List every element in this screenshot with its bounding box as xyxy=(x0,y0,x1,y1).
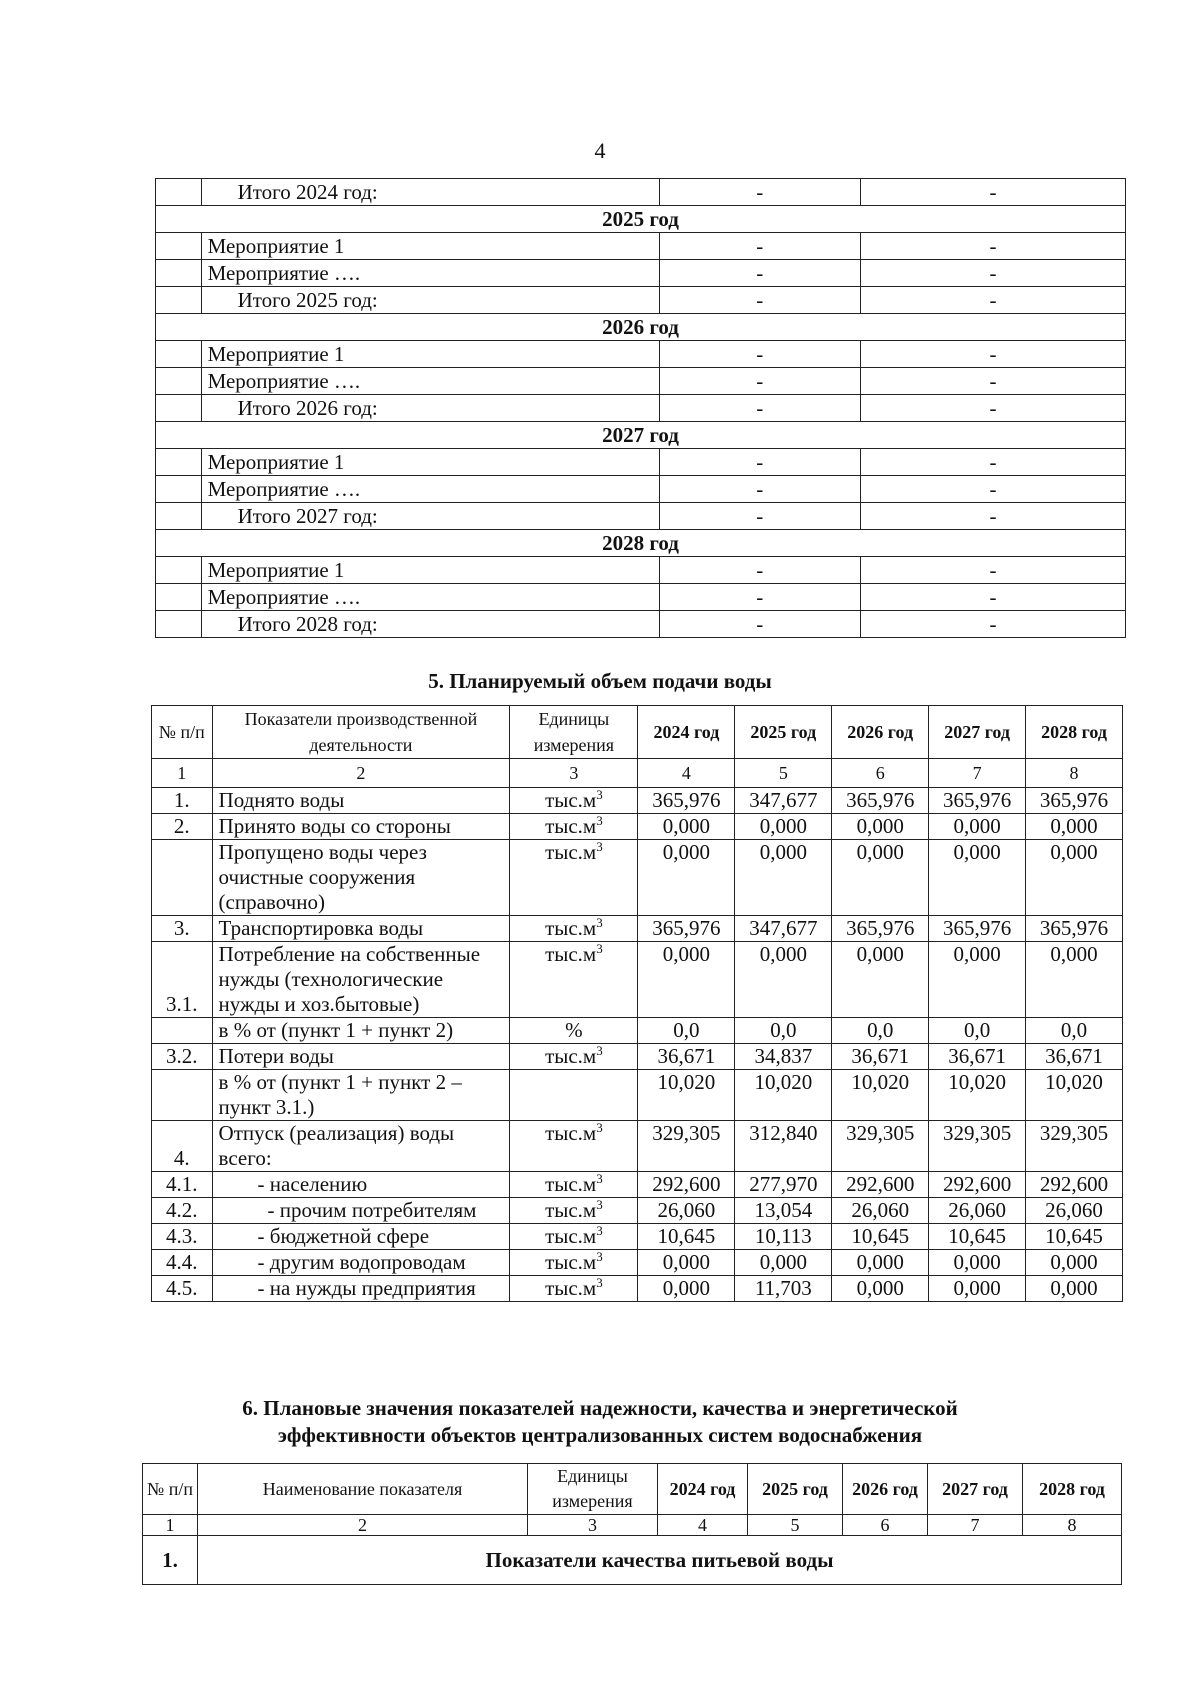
value-cell: 0,000 xyxy=(1026,1276,1123,1302)
unit-exponent: 3 xyxy=(596,915,603,930)
row-num xyxy=(156,368,202,395)
value-cell: 0,000 xyxy=(735,1250,832,1276)
value-cell: - xyxy=(860,260,1125,287)
table-row xyxy=(152,1121,1123,1172)
unit-text: тыс.м xyxy=(545,1250,597,1274)
value-cell: - xyxy=(860,368,1125,395)
row-num: 2. xyxy=(152,814,213,840)
row-num xyxy=(152,1070,213,1121)
value-cell: 10,020 xyxy=(735,1070,832,1121)
table-row xyxy=(152,1250,1123,1276)
row-num xyxy=(156,395,202,422)
value-cell: 0,000 xyxy=(929,942,1026,1018)
unit-text: тыс.м xyxy=(545,1044,597,1068)
unit-text: тыс.м xyxy=(545,1276,597,1300)
unit-exponent: 3 xyxy=(596,787,603,802)
activity-label: Мероприятие …. xyxy=(201,476,659,503)
table-header-row xyxy=(143,1464,1122,1515)
indicator-name: - другим водопроводам xyxy=(212,1250,510,1276)
value-cell: 365,976 xyxy=(638,788,735,814)
value-cell: - xyxy=(659,341,860,368)
unit-cell xyxy=(510,1172,638,1198)
table-row xyxy=(156,368,1126,395)
column-number: 2 xyxy=(198,1515,528,1536)
column-number: 7 xyxy=(928,1515,1023,1536)
value-cell: 36,671 xyxy=(832,1044,929,1070)
unit-exponent: 3 xyxy=(596,941,603,956)
column-number: 3 xyxy=(510,759,638,788)
table-row xyxy=(156,503,1126,530)
value-cell: 10,645 xyxy=(1026,1224,1123,1250)
value-cell: 0,000 xyxy=(638,814,735,840)
indicator-name: - прочим потребителям xyxy=(212,1198,510,1224)
header-year-2028: 2028 год xyxy=(1023,1464,1122,1515)
row-num xyxy=(156,179,202,206)
column-numbers-row xyxy=(152,759,1123,788)
value-cell: - xyxy=(659,584,860,611)
unit-exponent: 3 xyxy=(596,1171,603,1186)
value-cell: 365,976 xyxy=(929,916,1026,942)
value-cell: 329,305 xyxy=(832,1121,929,1172)
value-cell: 0,000 xyxy=(1026,814,1123,840)
value-cell: 347,677 xyxy=(735,916,832,942)
header-unit: Единицы измерения xyxy=(528,1464,658,1515)
activity-label: Мероприятие 1 xyxy=(201,557,659,584)
row-num xyxy=(152,1018,213,1044)
unit-exponent: 3 xyxy=(596,1120,603,1135)
unit-text: тыс.м xyxy=(545,1172,597,1196)
column-number: 3 xyxy=(528,1515,658,1536)
indicator-name: Потери воды xyxy=(212,1044,510,1070)
header-num: № п/п xyxy=(143,1464,198,1515)
value-cell: 0,000 xyxy=(735,814,832,840)
unit-text: тыс.м xyxy=(545,1224,597,1248)
value-cell: - xyxy=(659,503,860,530)
indicator-name: Отпуск (реализация) воды всего: xyxy=(212,1121,510,1172)
table-row xyxy=(152,1044,1123,1070)
total-label: Итого 2027 год: xyxy=(201,503,659,530)
row-num xyxy=(156,557,202,584)
activity-label: Мероприятие …. xyxy=(201,260,659,287)
value-cell: 26,060 xyxy=(832,1198,929,1224)
unit-exponent: 3 xyxy=(596,1275,603,1290)
table-row xyxy=(152,788,1123,814)
value-cell: 10,645 xyxy=(832,1224,929,1250)
unit-cell xyxy=(510,1044,638,1070)
value-cell: - xyxy=(860,287,1125,314)
value-cell: - xyxy=(659,287,860,314)
activities-table xyxy=(155,178,1126,638)
value-cell: 292,600 xyxy=(1026,1172,1123,1198)
value-cell: 10,645 xyxy=(638,1224,735,1250)
table-row xyxy=(156,449,1126,476)
column-number: 6 xyxy=(832,759,929,788)
row-num xyxy=(156,584,202,611)
table-row xyxy=(156,314,1126,341)
unit-cell xyxy=(510,1198,638,1224)
row-num xyxy=(156,476,202,503)
column-number: 5 xyxy=(735,759,832,788)
unit-cell xyxy=(510,1276,638,1302)
unit-cell xyxy=(510,840,638,916)
value-cell: 0,0 xyxy=(735,1018,832,1044)
table-row xyxy=(156,395,1126,422)
header-year-2024: 2024 год xyxy=(638,706,735,759)
value-cell: - xyxy=(860,395,1125,422)
indicator-name: - населению xyxy=(212,1172,510,1198)
value-cell: - xyxy=(860,503,1125,530)
table-row xyxy=(156,557,1126,584)
unit-cell xyxy=(510,942,638,1018)
value-cell: 34,837 xyxy=(735,1044,832,1070)
value-cell: 0,000 xyxy=(832,1276,929,1302)
column-number: 2 xyxy=(212,759,510,788)
year-heading: 2026 год xyxy=(156,314,1126,341)
unit-text: тыс.м xyxy=(545,814,597,838)
value-cell: 312,840 xyxy=(735,1121,832,1172)
row-num: 4.1. xyxy=(152,1172,213,1198)
value-cell: - xyxy=(860,557,1125,584)
total-label: Итого 2025 год: xyxy=(201,287,659,314)
value-cell: 0,000 xyxy=(1026,1250,1123,1276)
table-row xyxy=(152,1070,1123,1121)
table-row xyxy=(156,287,1126,314)
row-num: 4. xyxy=(152,1121,213,1172)
value-cell: 292,600 xyxy=(929,1172,1026,1198)
value-cell: - xyxy=(860,584,1125,611)
table-row xyxy=(152,1276,1123,1302)
value-cell: 365,976 xyxy=(638,916,735,942)
indicator-name: Потребление на собственные нужды (технологические нужды и хоз.бытовые) xyxy=(212,942,510,1018)
value-cell: 0,0 xyxy=(638,1018,735,1044)
value-cell: 0,000 xyxy=(1026,840,1123,916)
table-row xyxy=(143,1536,1122,1585)
value-cell: - xyxy=(659,233,860,260)
activity-label: Мероприятие 1 xyxy=(201,449,659,476)
value-cell: - xyxy=(860,476,1125,503)
unit-exponent: 3 xyxy=(596,813,603,828)
year-heading: 2028 год xyxy=(156,530,1126,557)
section6-title-line1: 6. Плановые значения показателей надежности, качества и энергетической xyxy=(242,1396,958,1420)
table-row xyxy=(156,206,1126,233)
row-num xyxy=(156,503,202,530)
value-cell: - xyxy=(659,260,860,287)
indicator-name: Принято воды со стороны xyxy=(212,814,510,840)
column-number: 6 xyxy=(843,1515,928,1536)
value-cell: 0,000 xyxy=(832,1250,929,1276)
column-number: 1 xyxy=(152,759,213,788)
header-year-2027: 2027 год xyxy=(929,706,1026,759)
water-supply-volume-table xyxy=(151,705,1123,1302)
table-row xyxy=(156,584,1126,611)
indicator-name: - бюджетной сфере xyxy=(212,1224,510,1250)
value-cell: 0,000 xyxy=(929,840,1026,916)
header-year-2025: 2025 год xyxy=(748,1464,843,1515)
value-cell: 10,113 xyxy=(735,1224,832,1250)
table-row xyxy=(152,840,1123,916)
header-indicator: Показатели производственной деятельности xyxy=(212,706,510,759)
indicators-table xyxy=(142,1463,1122,1585)
header-year-2025: 2025 год xyxy=(735,706,832,759)
unit-cell xyxy=(510,1018,638,1044)
section6-title-line2: эффективности объектов централизованных систем водоснабжения xyxy=(277,1423,923,1447)
unit-exponent: 3 xyxy=(596,1197,603,1212)
table-row xyxy=(156,611,1126,638)
value-cell: - xyxy=(860,449,1125,476)
unit-text: тыс.м xyxy=(545,942,597,966)
value-cell: - xyxy=(659,476,860,503)
page-number: 4 xyxy=(594,138,606,163)
value-cell: - xyxy=(860,233,1125,260)
header-year-2026: 2026 год xyxy=(832,706,929,759)
value-cell: 365,976 xyxy=(1026,916,1123,942)
value-cell: 365,976 xyxy=(832,916,929,942)
value-cell: 329,305 xyxy=(638,1121,735,1172)
value-cell: 0,000 xyxy=(638,840,735,916)
table-row xyxy=(152,1224,1123,1250)
unit-text: тыс.м xyxy=(545,916,597,940)
activity-label: Мероприятие 1 xyxy=(201,233,659,260)
row-num: 3. xyxy=(152,916,213,942)
value-cell: - xyxy=(860,611,1125,638)
unit-cell xyxy=(510,916,638,942)
value-cell: 10,020 xyxy=(832,1070,929,1121)
unit-cell xyxy=(510,1121,638,1172)
indicator-name: Поднято воды xyxy=(212,788,510,814)
value-cell: 347,677 xyxy=(735,788,832,814)
value-cell: 10,645 xyxy=(929,1224,1026,1250)
table-row xyxy=(152,1198,1123,1224)
unit-exponent: 3 xyxy=(596,839,603,854)
value-cell: 26,060 xyxy=(929,1198,1026,1224)
table-row xyxy=(156,530,1126,557)
value-cell: 0,000 xyxy=(929,814,1026,840)
table-row xyxy=(156,233,1126,260)
table-row xyxy=(152,942,1123,1018)
column-number: 8 xyxy=(1023,1515,1122,1536)
value-cell: 26,060 xyxy=(638,1198,735,1224)
unit-exponent: 3 xyxy=(596,1043,603,1058)
value-cell: 10,020 xyxy=(1026,1070,1123,1121)
row-section-title: Показатели качества питьевой воды xyxy=(198,1536,1122,1585)
table-row xyxy=(152,916,1123,942)
row-num: 4.3. xyxy=(152,1224,213,1250)
value-cell: 329,305 xyxy=(929,1121,1026,1172)
indicator-name: в % от (пункт 1 + пункт 2) xyxy=(212,1018,510,1044)
value-cell: 36,671 xyxy=(638,1044,735,1070)
row-num xyxy=(156,233,202,260)
value-cell: 0,000 xyxy=(929,1276,1026,1302)
value-cell: - xyxy=(659,449,860,476)
value-cell: 0,000 xyxy=(832,814,929,840)
column-number: 4 xyxy=(638,759,735,788)
table-row xyxy=(152,1172,1123,1198)
unit-cell xyxy=(510,814,638,840)
total-label: Итого 2028 год: xyxy=(201,611,659,638)
unit-exponent: 3 xyxy=(596,1223,603,1238)
value-cell: 292,600 xyxy=(638,1172,735,1198)
year-heading: 2027 год xyxy=(156,422,1126,449)
value-cell: 365,976 xyxy=(929,788,1026,814)
indicator-name: Транспортировка воды xyxy=(212,916,510,942)
row-num: 4.4. xyxy=(152,1250,213,1276)
value-cell: 13,054 xyxy=(735,1198,832,1224)
table-row xyxy=(152,814,1123,840)
total-label: Итого 2024 год: xyxy=(201,179,659,206)
value-cell: 0,0 xyxy=(832,1018,929,1044)
value-cell: - xyxy=(860,179,1125,206)
column-number: 7 xyxy=(929,759,1026,788)
activity-label: Мероприятие 1 xyxy=(201,341,659,368)
value-cell: 11,703 xyxy=(735,1276,832,1302)
row-num xyxy=(156,341,202,368)
value-cell: 0,000 xyxy=(929,1250,1026,1276)
header-year-2024: 2024 год xyxy=(658,1464,748,1515)
row-num: 3.2. xyxy=(152,1044,213,1070)
column-number: 5 xyxy=(748,1515,843,1536)
value-cell: 277,970 xyxy=(735,1172,832,1198)
unit-cell xyxy=(510,1250,638,1276)
value-cell: 0,000 xyxy=(1026,942,1123,1018)
header-year-2026: 2026 год xyxy=(843,1464,928,1515)
value-cell: 0,000 xyxy=(832,942,929,1018)
unit-cell xyxy=(510,1070,638,1121)
section5-title: 5. Планируемый объем подачи воды xyxy=(428,669,772,693)
header-year-2028: 2028 год xyxy=(1026,706,1123,759)
row-num xyxy=(152,840,213,916)
value-cell: - xyxy=(659,557,860,584)
value-cell: 0,000 xyxy=(638,1276,735,1302)
row-num xyxy=(156,449,202,476)
unit-cell xyxy=(510,788,638,814)
activity-label: Мероприятие …. xyxy=(201,368,659,395)
table-row xyxy=(156,476,1126,503)
row-num: 3.1. xyxy=(152,942,213,1018)
header-name: Наименование показателя xyxy=(198,1464,528,1515)
column-numbers-row xyxy=(143,1515,1122,1536)
header-num: № п/п xyxy=(152,706,213,759)
unit-text: тыс.м xyxy=(545,840,597,864)
column-number: 8 xyxy=(1026,759,1123,788)
table-header-row xyxy=(152,706,1123,759)
unit-exponent: 3 xyxy=(596,1249,603,1264)
table-row xyxy=(156,341,1126,368)
value-cell: 10,020 xyxy=(638,1070,735,1121)
value-cell: 365,976 xyxy=(1026,788,1123,814)
row-num xyxy=(156,260,202,287)
column-number: 1 xyxy=(143,1515,198,1536)
value-cell: 10,020 xyxy=(929,1070,1026,1121)
header-year-2027: 2027 год xyxy=(928,1464,1023,1515)
value-cell: - xyxy=(659,611,860,638)
header-unit: Единицы измерения xyxy=(510,706,638,759)
value-cell: 36,671 xyxy=(929,1044,1026,1070)
value-cell: 0,000 xyxy=(832,840,929,916)
total-label: Итого 2026 год: xyxy=(201,395,659,422)
row-num: 1. xyxy=(152,788,213,814)
value-cell: - xyxy=(659,368,860,395)
row-num xyxy=(156,611,202,638)
value-cell: 329,305 xyxy=(1026,1121,1123,1172)
table-row xyxy=(156,422,1126,449)
value-cell: 26,060 xyxy=(1026,1198,1123,1224)
value-cell: 0,000 xyxy=(735,840,832,916)
value-cell: 0,000 xyxy=(638,942,735,1018)
row-num: 4.5. xyxy=(152,1276,213,1302)
row-num: 1. xyxy=(143,1536,198,1585)
value-cell: 0,0 xyxy=(1026,1018,1123,1044)
indicator-name: Пропущено воды через очистные сооружения (справочно) xyxy=(212,840,510,916)
table-row xyxy=(152,1018,1123,1044)
row-num xyxy=(156,287,202,314)
row-num: 4.2. xyxy=(152,1198,213,1224)
value-cell: - xyxy=(659,179,860,206)
value-cell: 0,000 xyxy=(638,1250,735,1276)
value-cell: - xyxy=(860,341,1125,368)
unit-text: тыс.м xyxy=(545,788,597,812)
value-cell: 0,0 xyxy=(929,1018,1026,1044)
table-row xyxy=(156,179,1126,206)
indicator-name: - на нужды предприятия xyxy=(212,1276,510,1302)
unit-text: % xyxy=(565,1018,583,1042)
indicator-name: в % от (пункт 1 + пункт 2 – пункт 3.1.) xyxy=(212,1070,510,1121)
activity-label: Мероприятие …. xyxy=(201,584,659,611)
value-cell: 365,976 xyxy=(832,788,929,814)
table-row xyxy=(156,260,1126,287)
value-cell: - xyxy=(659,395,860,422)
unit-text: тыс.м xyxy=(545,1121,597,1145)
unit-cell xyxy=(510,1224,638,1250)
value-cell: 36,671 xyxy=(1026,1044,1123,1070)
column-number: 4 xyxy=(658,1515,748,1536)
unit-text: тыс.м xyxy=(545,1198,597,1222)
value-cell: 292,600 xyxy=(832,1172,929,1198)
value-cell: 0,000 xyxy=(735,942,832,1018)
year-heading: 2025 год xyxy=(156,206,1126,233)
